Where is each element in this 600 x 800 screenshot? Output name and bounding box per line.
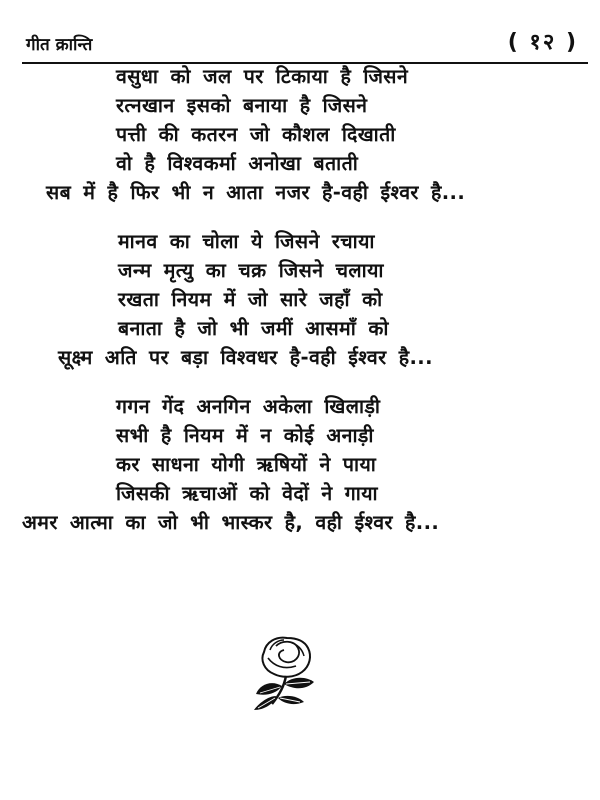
poem-line: सभी है नियम में न कोई अनाड़ी	[116, 424, 374, 447]
poem-line: जिसकी ऋचाओं को वेदों ने गाया	[116, 482, 378, 505]
poem-line: मानव का चोला ये जिसने रचाया	[118, 230, 375, 253]
poem-line: रत्नखान इसको बनाया है जिसने	[116, 94, 368, 117]
poem-line: पत्ती की कतरन जो कौशल दिखाती	[116, 123, 396, 146]
poem-line: वो है विश्वकर्मा अनोखा बताती	[116, 152, 359, 175]
poem-line: वसुधा को जल पर टिकाया है जिसने	[116, 65, 409, 88]
book-title: गीत क्रान्ति	[26, 35, 93, 55]
page-header	[22, 26, 582, 60]
poem-line: सब में है फिर भी न आता नजर है-वही ईश्वर है...	[46, 181, 466, 204]
page-number: ( १२ )	[507, 30, 578, 55]
poem-line: जन्म मृत्यु का चक्र जिसने चलाया	[118, 259, 384, 282]
poem-line: कर साधना योगी ऋषियों ने पाया	[116, 453, 377, 476]
poem-line: रखता नियम में जो सारे जहाँ को	[118, 288, 383, 311]
poem-line: बनाता है जो भी जमीं आसमाँ को	[118, 317, 389, 340]
poem-line: अमर आत्मा का जो भी भास्कर है, वही ईश्वर है...	[22, 511, 440, 534]
poem-body	[0, 62, 600, 557]
poem-line: सूक्ष्म अति पर बड़ा विश्वधर है-वही ईश्वर है...	[58, 346, 433, 369]
poem-line: गगन गेंद अनगिन अकेला खिलाड़ी	[116, 395, 381, 418]
stanza-1	[0, 62, 600, 207]
rose-icon	[232, 632, 342, 712]
stanza-2	[0, 227, 600, 372]
stanza-3	[0, 392, 600, 537]
